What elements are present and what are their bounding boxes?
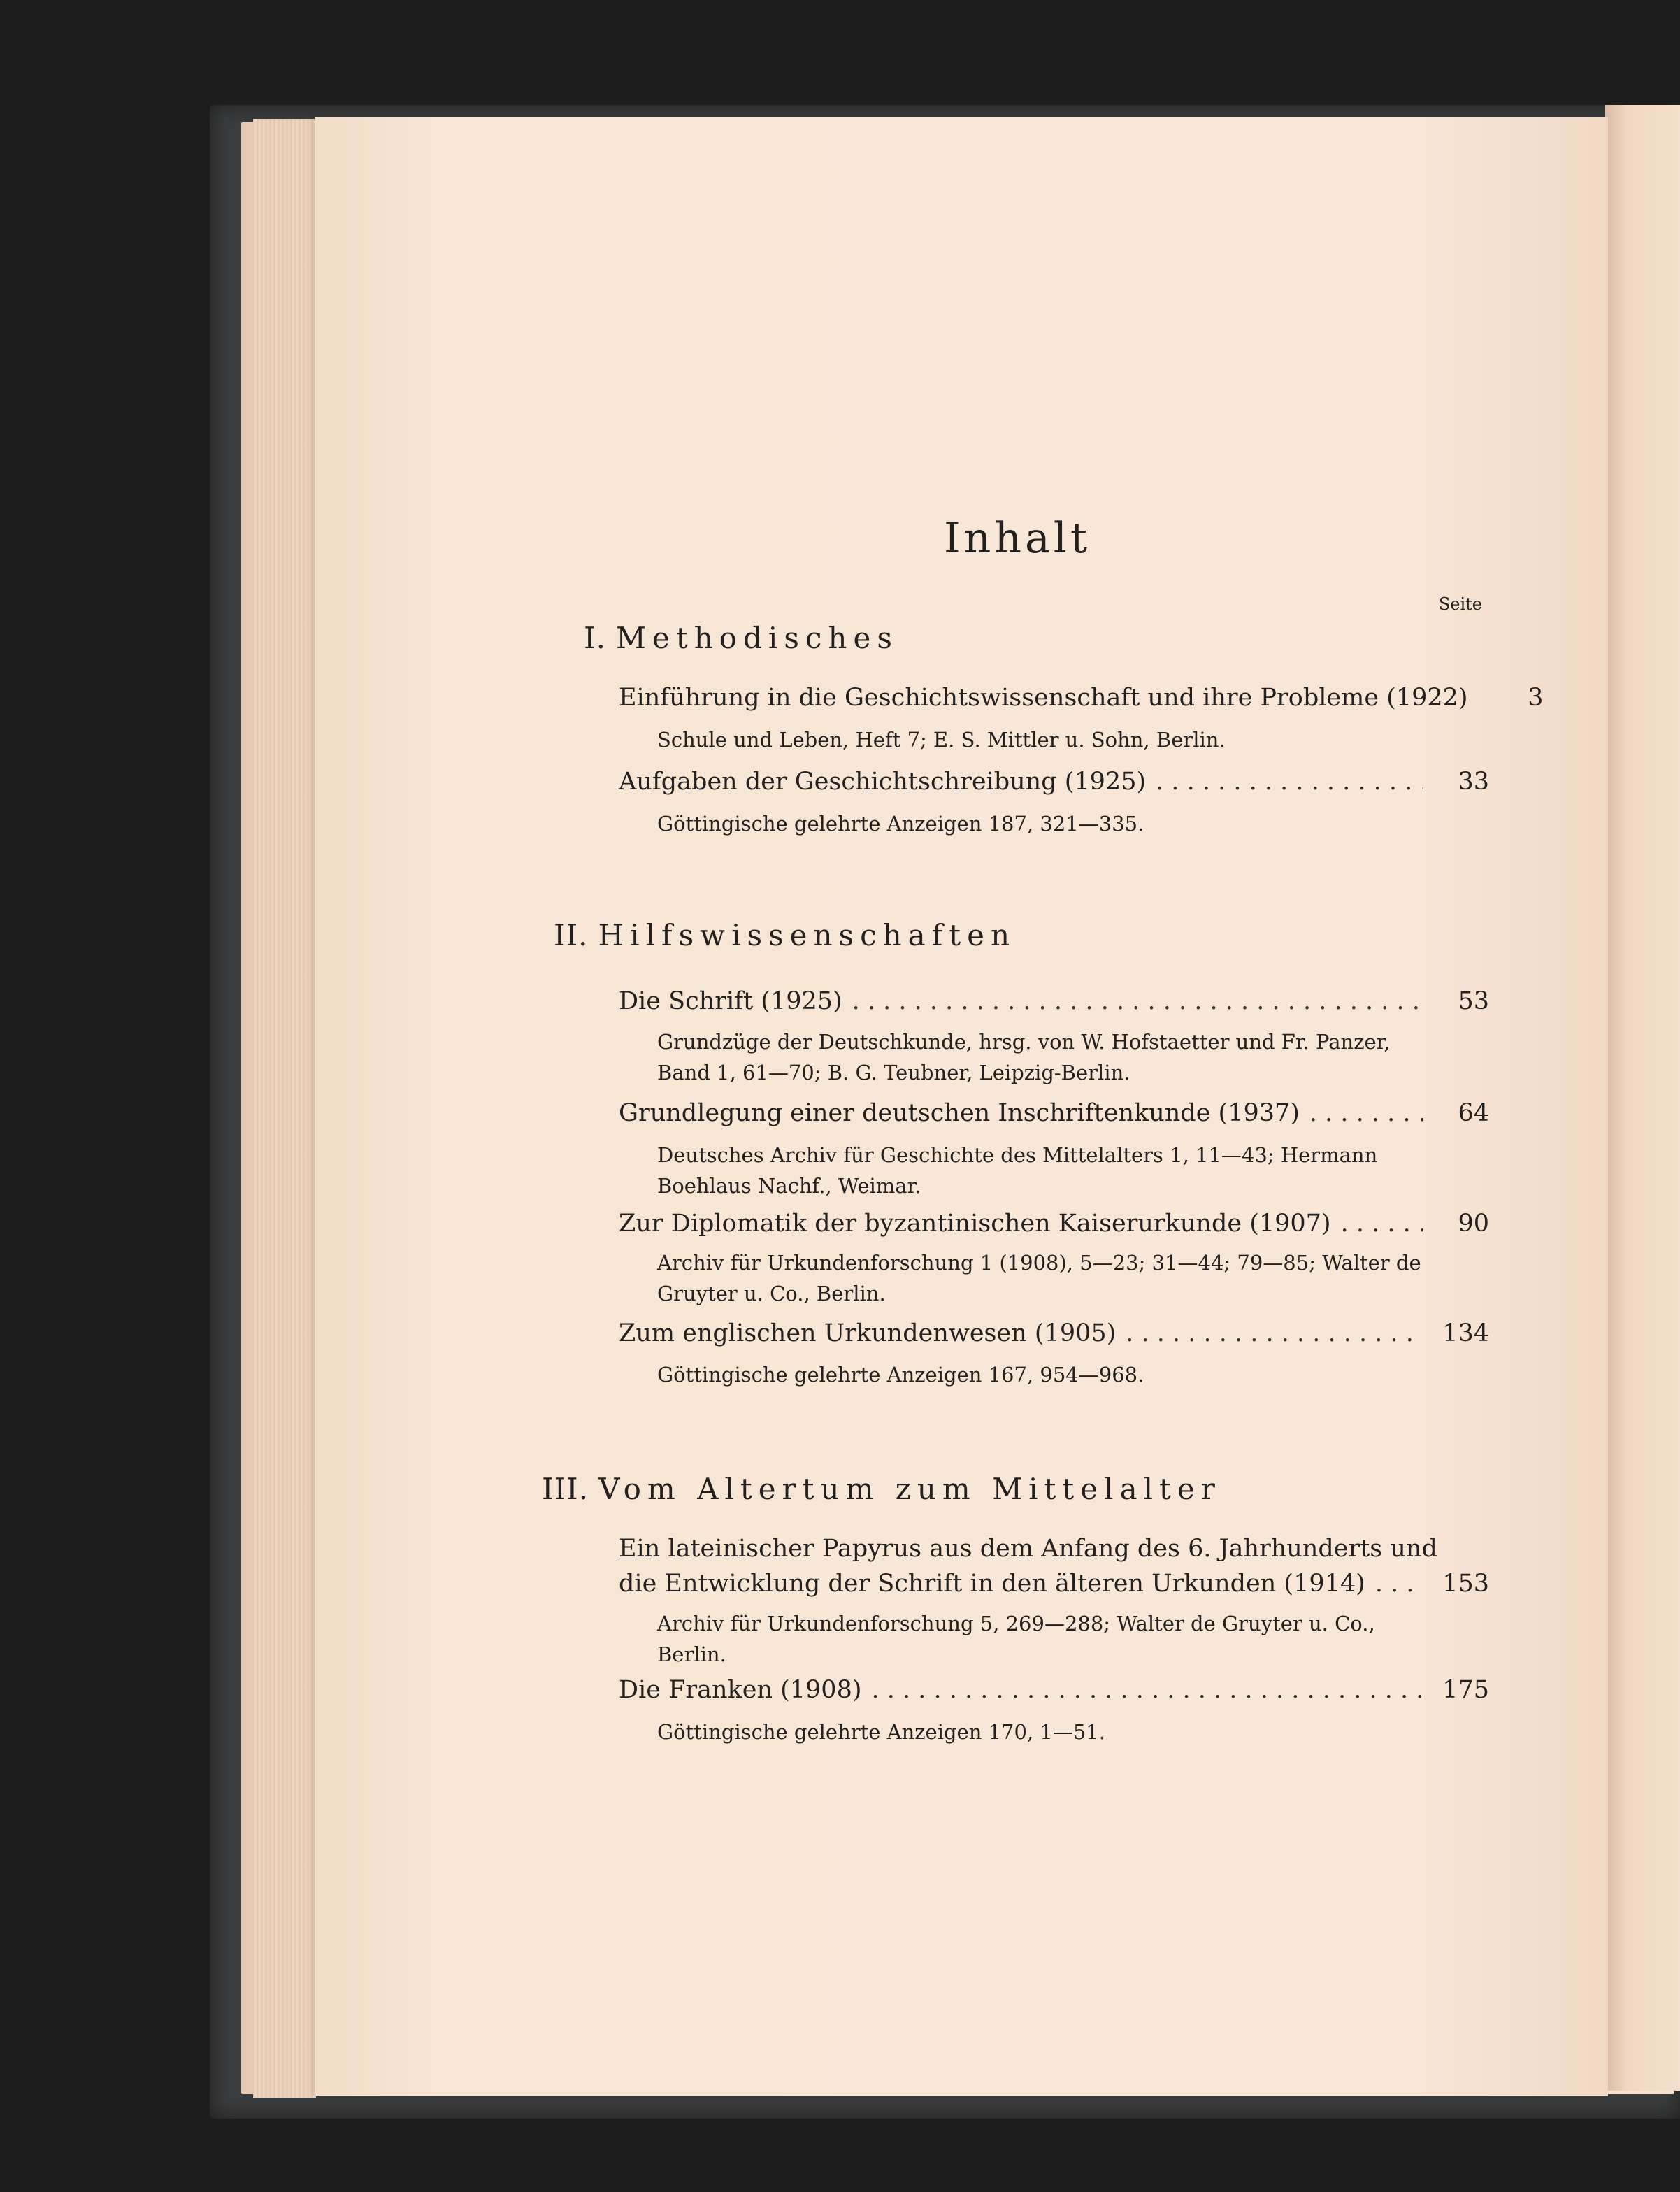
section-number: II. bbox=[554, 918, 589, 952]
entry-source: Göttingische gelehrte Anzeigen 187, 321—335. bbox=[657, 812, 1144, 836]
entry-page: 90 bbox=[1458, 1210, 1489, 1238]
entry-page: 153 bbox=[1442, 1570, 1489, 1598]
leader-dots bbox=[1126, 1319, 1423, 1347]
leader-dots bbox=[1375, 1570, 1423, 1598]
entry-title: Grundlegung einer deutschen Inschriftenkunde (1937) bbox=[619, 1099, 1300, 1127]
entry-title: Aufgaben der Geschichtschreibung (1925) bbox=[619, 768, 1147, 796]
leader-dots bbox=[852, 987, 1423, 1015]
entry-source: Schule und Leben, Heft 7; E. S. Mittler u. Sohn, Berlin. bbox=[657, 728, 1226, 752]
section-heading-hilfswissenschaften bbox=[554, 918, 1016, 952]
entry-source: Archiv für Urkundenforschung 5, 269—288; Walter de Gruyter u. Co., Berlin. bbox=[657, 1612, 1375, 1666]
entry-page: 64 bbox=[1458, 1099, 1489, 1127]
entry-page: 175 bbox=[1442, 1676, 1489, 1704]
leader-dots bbox=[1341, 1210, 1423, 1238]
entry-title: Die Schrift (1925) bbox=[619, 987, 842, 1015]
section-name: Methodisches bbox=[615, 621, 898, 655]
entry-title: Einführung in die Geschichtswissenschaft und ihre Probleme (1922) bbox=[619, 684, 1468, 712]
entry-source: Grundzüge der Deutschkunde, hrsg. von W. Hofstaetter und Fr. Panzer, Band 1, 61—70; B. G. Teubner, Leipzig-Berlin. bbox=[657, 1030, 1391, 1084]
section-name: Hilfswissenschaften bbox=[598, 918, 1017, 952]
leader-dots bbox=[1309, 1099, 1423, 1127]
entry-source: Deutsches Archiv für Geschichte des Mittelalters 1, 11—43; Hermann Boehlaus Nachf., Weimar. bbox=[657, 1143, 1378, 1198]
page-title: Inhalt bbox=[943, 514, 1091, 563]
entry-title: Die Franken (1908) bbox=[619, 1676, 862, 1704]
leader-dots bbox=[1156, 768, 1423, 796]
entry-source: Göttingische gelehrte Anzeigen 167, 954—968. bbox=[657, 1363, 1144, 1387]
entry-page: 3 bbox=[1528, 684, 1544, 712]
entry-page: 33 bbox=[1458, 768, 1489, 796]
section-heading-methodisches bbox=[584, 621, 898, 655]
section-number: I. bbox=[584, 621, 606, 655]
section-heading-vom-altertum bbox=[542, 1472, 1221, 1506]
section-number: III. bbox=[542, 1472, 589, 1506]
entry-title: Zum englischen Urkundenwesen (1905) bbox=[619, 1319, 1117, 1347]
entry-title: Zur Diplomatik der byzantinischen Kaiserurkunde (1907) bbox=[619, 1210, 1331, 1238]
page-column-label: Seite bbox=[1438, 594, 1482, 614]
entry-source: Archiv für Urkundenforschung 1 (1908), 5—23; 31—44; 79—85; Walter de Gruyter u. Co., Berlin. bbox=[657, 1251, 1421, 1305]
entry-page: 134 bbox=[1442, 1319, 1489, 1347]
entry-title-line-2: die Entwicklung der Schrift in den älteren Urkunden (1914) bbox=[619, 1570, 1365, 1598]
section-name: Vom Altertum zum Mittelalter bbox=[598, 1472, 1221, 1506]
entry-page: 53 bbox=[1458, 987, 1489, 1015]
leader-dots bbox=[872, 1676, 1424, 1704]
entry-title-line-1: Ein lateinischer Papyrus aus dem Anfang des 6. Jahrhunderts und bbox=[619, 1535, 1437, 1563]
entry-source: Göttingische gelehrte Anzeigen 170, 1—51. bbox=[657, 1720, 1105, 1744]
